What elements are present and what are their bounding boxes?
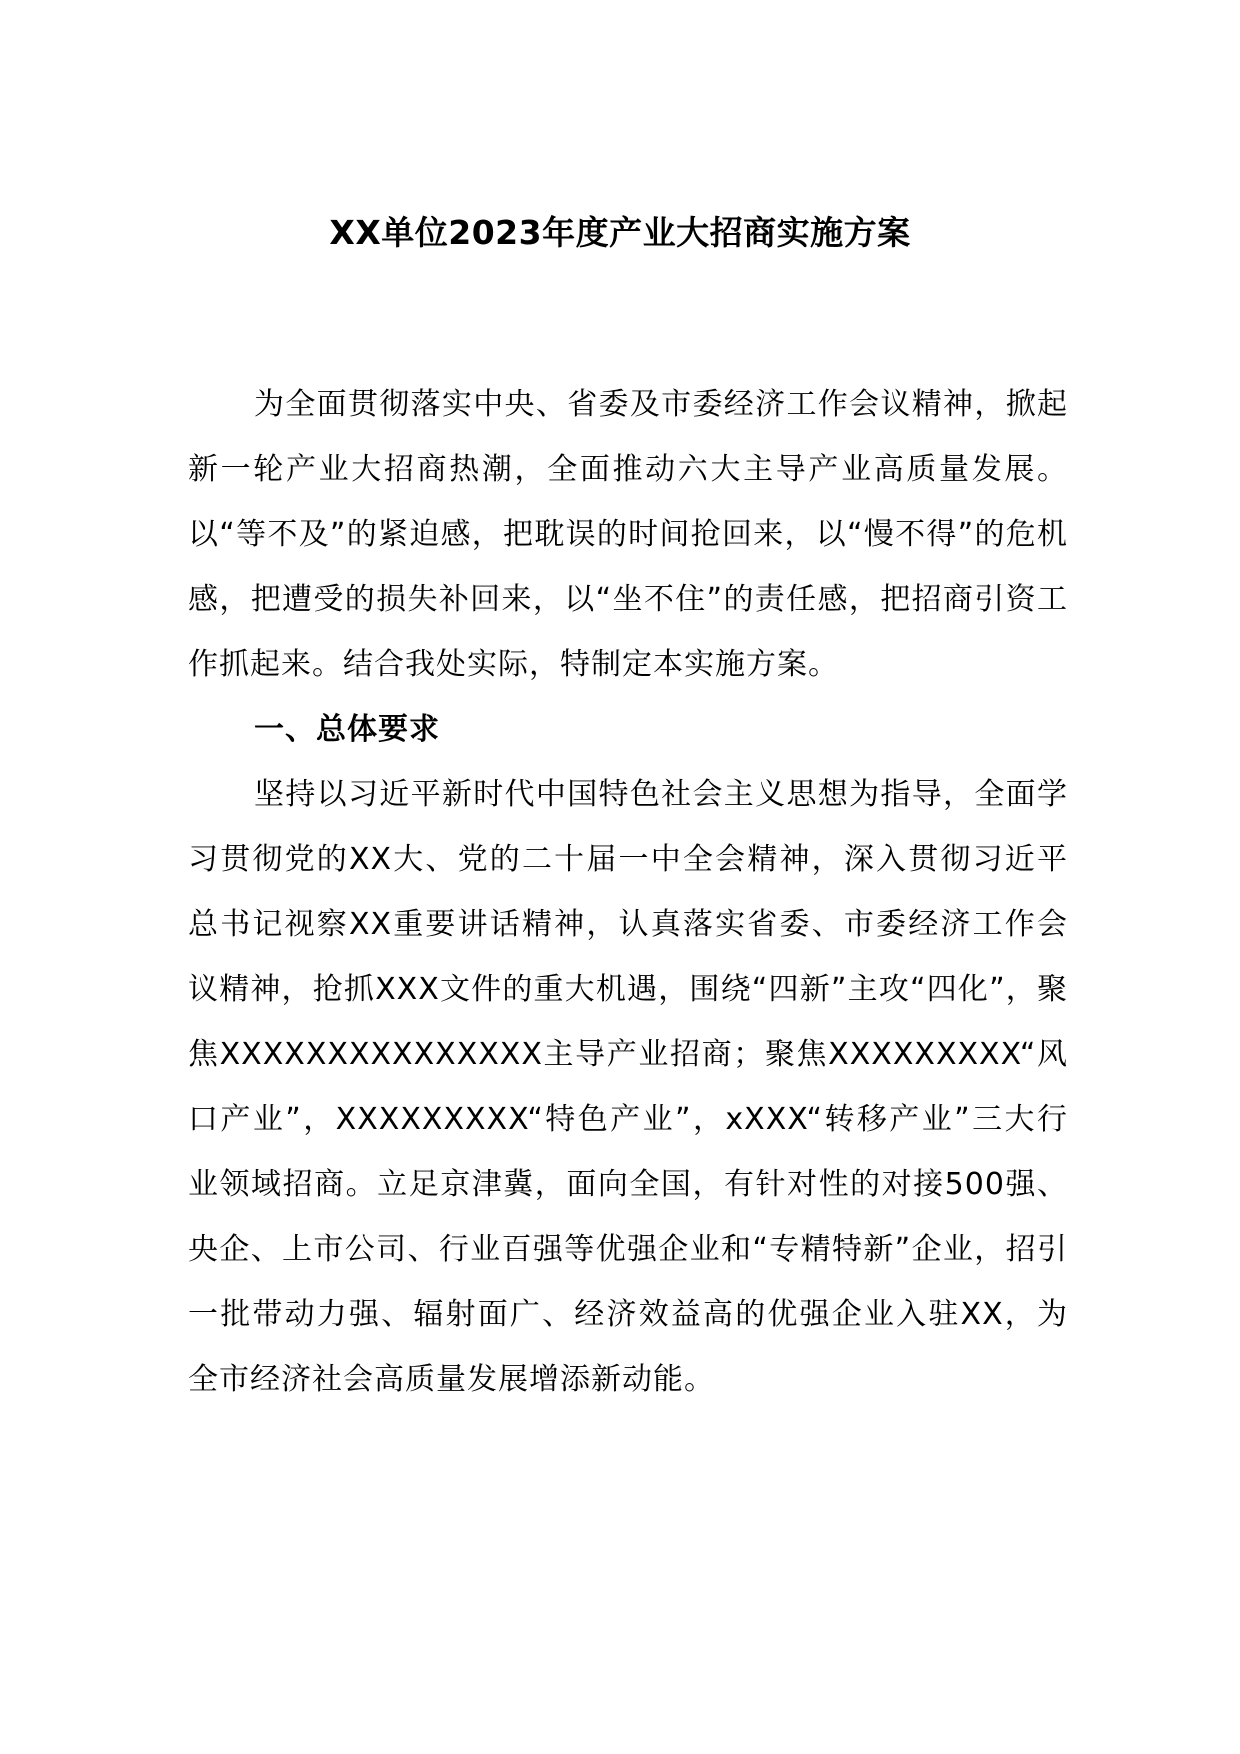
intro-paragraph: 为全面贯彻落实中央、省委及市委经济工作会议精神，掀起新一轮产业大招商热潮，全面推动六大主导产业高质量发展。以“等不及”的紧迫感，把耽误的时间抢回来，以“慢不得”的危机感，把遭受的损失补回来，以“坐不住”的责任感，把招商引资工作抓起来。结合我处实际，特制定本实施方案。 <box>188 387 1068 682</box>
section-paragraph: 坚持以习近平新时代中国特色社会主义思想为指导，全面学习贯彻党的XX大、党的二十届一中全会精神，深入贯彻习近平总书记视察XX重要讲话精神，认真落实省委、市委经济工作会议精神，抢抓XXX文件的重大机遇，围绕“四新”主攻“四化”，聚焦XXXXXXXXXXXXXXX主导产业招商；聚焦XXXXXXXXX“风口产业”，XXXXXXXXX“特色产业”，xXXX“转移产业”三大行业领域招商。立足京津冀，面向全国，有针对性的对接500强、央企、上市公司、行业百强等优强企业和“专精特新”企业，招引一批带动力强、辐射面广、经济效益高的优强企业入驻XX，为全市经济社会高质量发展增添新动能。 <box>188 777 1068 1397</box>
document-body <box>188 372 1068 1412</box>
document-title: XX单位2023年度产业大招商实施方案 <box>329 213 911 252</box>
section-heading: 一、总体要求 <box>254 712 440 747</box>
